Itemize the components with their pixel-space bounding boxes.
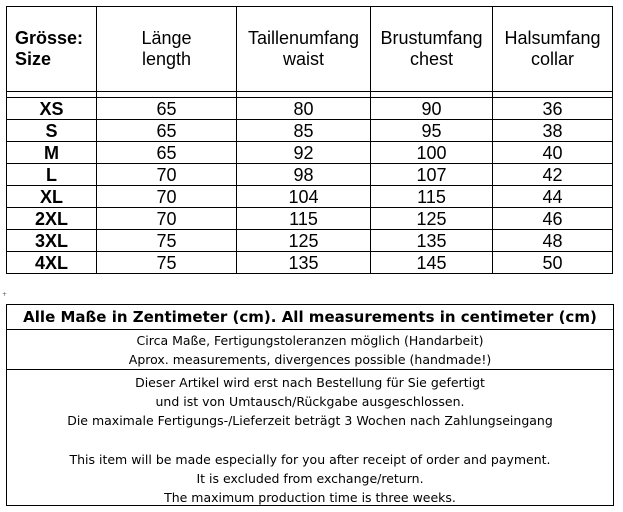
table-row xyxy=(7,252,613,274)
header-length: Länge length xyxy=(97,7,237,92)
table-row xyxy=(7,230,613,252)
order-info xyxy=(7,370,613,507)
size-cell: 4XL xyxy=(7,252,97,274)
waist-cell: 104 xyxy=(237,186,371,208)
info-line: It is excluded from exchange/return. xyxy=(196,471,424,486)
waist-cell: 115 xyxy=(237,208,371,230)
waist-cell: 85 xyxy=(237,120,371,142)
table-row xyxy=(7,164,613,186)
tolerance-line: Aprox. measurements, divergences possible (handmade!) xyxy=(128,352,492,367)
size-cell: L xyxy=(7,164,97,186)
collar-cell: 48 xyxy=(493,230,613,252)
chest-cell: 100 xyxy=(371,142,493,164)
measurement-notes xyxy=(6,304,614,506)
info-line: The maximum production time is three weeks. xyxy=(164,490,456,506)
header-size: Grösse: Size xyxy=(7,7,97,92)
length-cell: 70 xyxy=(97,186,237,208)
chest-cell: 135 xyxy=(371,230,493,252)
collar-cell: 50 xyxy=(493,252,613,274)
chest-cell: 125 xyxy=(371,208,493,230)
size-cell: XS xyxy=(7,98,97,120)
chest-cell: 115 xyxy=(371,186,493,208)
table-row xyxy=(7,98,613,120)
length-cell: 65 xyxy=(97,142,237,164)
collar-cell: 40 xyxy=(493,142,613,164)
waist-cell: 92 xyxy=(237,142,371,164)
waist-cell: 80 xyxy=(237,98,371,120)
info-line: Die maximale Fertigungs-/Lieferzeit beträgt 3 Wochen nach Zahlungseingang xyxy=(67,413,553,429)
waist-cell: 125 xyxy=(237,230,371,252)
info-line: This item will be made especially for you after receipt of order and payment. xyxy=(69,451,551,467)
info-line: und ist von Umtausch/Rückgabe ausgeschlossen. xyxy=(155,394,465,410)
info-line: Dieser Artikel wird erst nach Bestellung für Sie gefertigt xyxy=(135,375,485,390)
info-line xyxy=(7,431,613,450)
length-cell: 70 xyxy=(97,164,237,186)
length-cell: 65 xyxy=(97,120,237,142)
length-cell: 65 xyxy=(97,98,237,120)
size-cell: S xyxy=(7,120,97,142)
length-cell: 70 xyxy=(97,208,237,230)
table-row xyxy=(7,208,613,230)
size-cell: XL xyxy=(7,186,97,208)
size-cell: 3XL xyxy=(7,230,97,252)
header-collar: Halsumfang collar xyxy=(493,7,613,92)
collar-cell: 42 xyxy=(493,164,613,186)
header-row xyxy=(7,7,613,92)
waist-cell: 98 xyxy=(237,164,371,186)
size-cell: 2XL xyxy=(7,208,97,230)
collar-cell: 36 xyxy=(493,98,613,120)
length-cell: 75 xyxy=(97,230,237,252)
tolerance-line: Circa Maße, Fertigungstoleranzen möglich (Handarbeit) xyxy=(136,333,484,348)
table-row xyxy=(7,120,613,142)
size-chart-table xyxy=(6,6,613,274)
collar-cell: 46 xyxy=(493,208,613,230)
length-cell: 75 xyxy=(97,252,237,274)
collar-cell: 44 xyxy=(493,186,613,208)
chest-cell: 145 xyxy=(371,252,493,274)
waist-cell: 135 xyxy=(237,252,371,274)
anchor-marker: + xyxy=(2,291,8,298)
chest-cell: 95 xyxy=(371,120,493,142)
size-cell: M xyxy=(7,142,97,164)
chest-cell: 107 xyxy=(371,164,493,186)
notes-title: Alle Maße in Zentimeter (cm). All measurements in centimeter (cm) xyxy=(7,305,613,330)
table-row xyxy=(7,142,613,164)
tolerance-note xyxy=(7,330,613,370)
header-waist: Taillenumfang waist xyxy=(237,7,371,92)
collar-cell: 38 xyxy=(493,120,613,142)
table-row xyxy=(7,186,613,208)
chest-cell: 90 xyxy=(371,98,493,120)
header-chest: Brustumfang chest xyxy=(371,7,493,92)
